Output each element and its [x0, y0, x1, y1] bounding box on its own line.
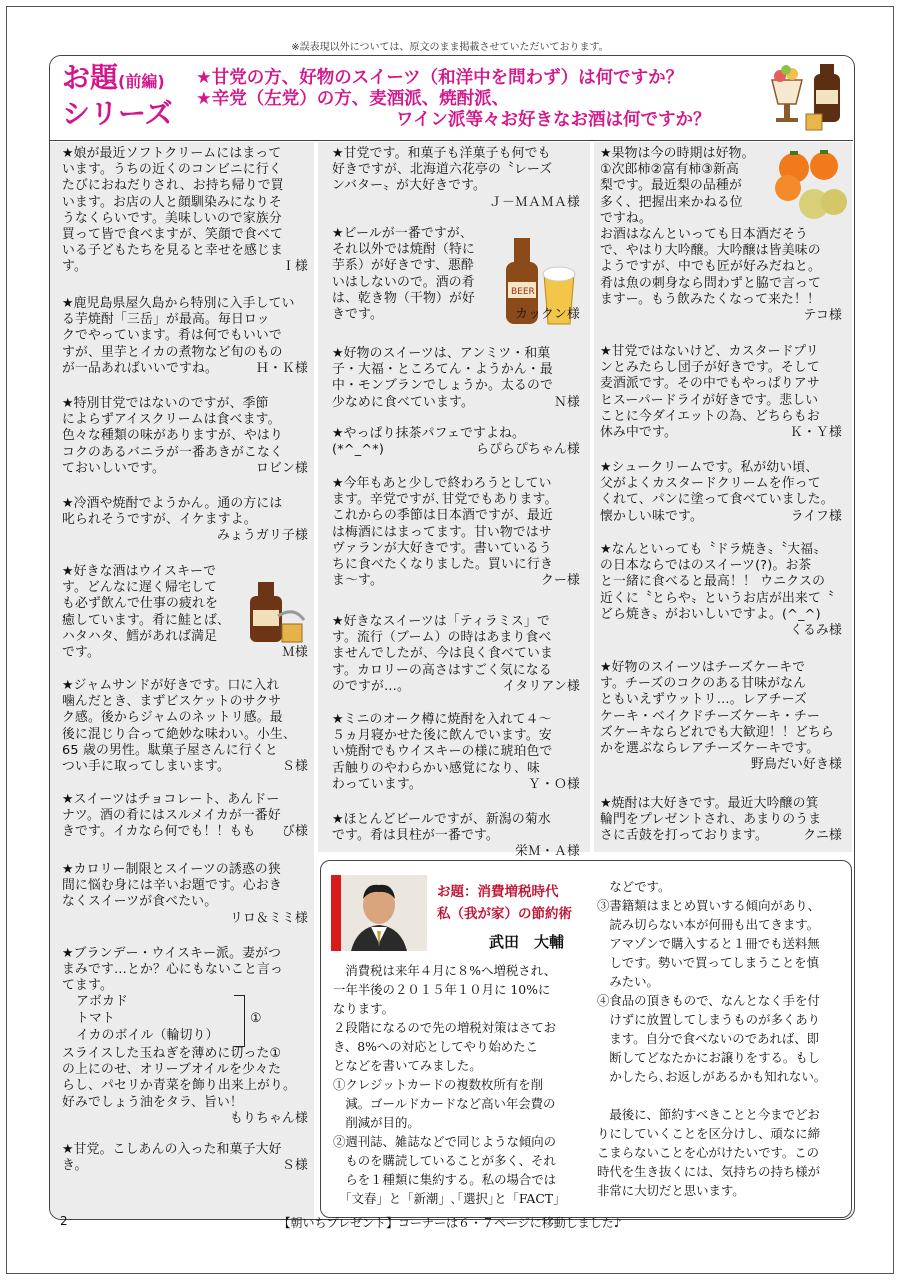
post-line: スライスした玉ねぎを薄めに切った①	[62, 1046, 282, 1061]
post-line: は梅酒にはまってます。甘い物ではサ	[332, 524, 552, 540]
post-line: 子・大福・ところてん・ようかん・最	[332, 362, 553, 378]
post-line: ★カロリー制限とスイーツの誘惑の狭	[62, 862, 281, 877]
post	[600, 460, 850, 525]
interview-line: かしたら､お返しがあるかも知れない。	[597, 1069, 827, 1084]
post-text: きです。イカなら何でも！！もも	[62, 824, 256, 840]
post-last-line	[332, 442, 588, 458]
post-line: 輪門をプレゼントされ、あまりのうま	[600, 812, 822, 828]
post-line: 後に混じり合って絶妙な味わい。小生、	[62, 726, 296, 742]
post-line: ★果物は今の時期は好物。	[600, 146, 755, 161]
post-line: ませんでしたが、今は良く食べていま	[332, 646, 553, 662]
interview-line: 断してどなたかにお譲りをする。もし	[597, 1050, 821, 1065]
post	[332, 226, 588, 323]
post-line: ナツ。酒の肴にはスルメイカが一番好	[62, 808, 281, 824]
post-line: ハタハタ、鱈があれば満足	[62, 628, 218, 644]
snack-item: トマト	[76, 1011, 115, 1026]
post-line: これからの季節は日本酒ですが、最近	[332, 508, 553, 524]
post-signature: び様	[282, 824, 308, 840]
post	[62, 1142, 316, 1174]
post-line: クでやっています。肴は何でもいいで	[62, 328, 282, 344]
post	[332, 346, 588, 411]
post-text: き。	[62, 1158, 88, 1174]
post-last-line	[332, 844, 588, 860]
post-line: の日本ならではのスイーツ(?)。お茶	[600, 558, 812, 574]
post-signature: くるみ様	[790, 623, 842, 639]
question-2: ★辛党（左党）の方、麦酒派、焼酎派、	[196, 89, 510, 109]
post-line: ★甘党。こしあんの入った和菓子大好	[62, 1142, 282, 1157]
post-line: 色々な種類の味がありますが、やはり	[62, 428, 283, 444]
post-last-line	[332, 573, 588, 589]
post-line: ★ブランデー・ウイスキー派。妻がつ	[62, 946, 282, 961]
post-text: わっています。	[332, 776, 422, 792]
post-line: ことに今ダイエットの為、どちらもお	[600, 408, 820, 424]
post-line: 父がよくカスタードクリームを作って	[600, 476, 821, 492]
post	[332, 712, 588, 793]
post-signature: Ｊ－ＭＡＭＡ様	[489, 194, 580, 210]
post-line: いる子どもたちを見ると幸せを感じま	[62, 243, 283, 259]
post-line: ようですが、中でも匠が好みだねと。	[600, 259, 821, 275]
post	[600, 796, 850, 845]
post-line: ★ほとんどビールですが、新潟の菊水	[332, 812, 551, 827]
post-line: うなくらいです。美味しいので家族分	[62, 210, 282, 226]
post	[332, 476, 588, 589]
post-line: 買って皆で食べますが、笑顔で食べて	[62, 227, 283, 243]
post-last-line	[62, 824, 316, 840]
post-line: お酒はなんといっても日本酒だそう	[600, 227, 808, 243]
interview-box	[320, 860, 852, 1218]
post-line: ★シュークリームです。私が幼い頃、	[600, 460, 819, 475]
interview-line: 読み切らない本が何冊も出てきます。	[597, 917, 820, 932]
post-line: ①次郎柿②富有柿③新高	[600, 162, 739, 178]
interview-line: 最後に、節約すべきことと今までどお	[597, 1107, 820, 1122]
post-signature: Ｈ・Ｋ様	[256, 360, 308, 376]
post-last-line	[600, 623, 850, 639]
post-line: ますー。もう飲みたくなって来た！！	[600, 291, 821, 307]
post-line: ★ビールが一番ですが、	[332, 226, 473, 241]
interview-line: 消費税は来年４月に８%へ増税され、	[333, 963, 557, 978]
footer-note: 【朝いちプレゼント】コーナーは６・７ページに移動しました♪	[278, 1216, 622, 1230]
post-line: ★ミニのオーク樽に焼酎を入れて４～	[332, 712, 552, 727]
post-signature: もりちゃん様	[230, 1110, 308, 1126]
post-signature: クニ様	[803, 828, 842, 844]
interview-line: しです。勢いで買ってしまうことを慎	[597, 955, 820, 970]
question-3: ワイン派等々お好きなお酒は何ですか？	[396, 110, 711, 130]
post-line: ともいえずウットリ…。レアチーズ	[600, 692, 808, 708]
interview-line: となどを書いてみました。	[333, 1058, 482, 1073]
post-line: 肴は魚の刺身なら問わずと脇で言って	[600, 275, 821, 291]
parfait-and-liquor-icon	[762, 60, 852, 136]
interview-title-line: お題：消費増税時代	[437, 884, 559, 900]
post-line: ★好物のスイーツはチーズケーキで	[600, 660, 806, 675]
post-text: ておいしいです。	[62, 460, 165, 476]
post	[62, 146, 316, 276]
post	[600, 146, 850, 324]
interview-line: 減。ゴールドカードなど高い年会費の	[333, 1096, 556, 1111]
interview-line: ものを購読していることが多く、それ	[333, 1153, 556, 1168]
post-line: す。どんなに遅く帰宅して	[62, 580, 217, 596]
post-line: ５ヵ月寝かせた後に飲んでいます。安	[332, 728, 552, 744]
snack-mark: ①	[250, 1011, 262, 1026]
snack-list	[76, 993, 219, 1044]
post-signature: 栄Ｍ・Ａ様	[515, 844, 580, 860]
interview-line: ます。自分で食べないのであれば、即	[597, 1031, 820, 1046]
page-number: 2	[60, 1214, 68, 1228]
post-line: す。カロリーの高さはすごく気になる	[332, 662, 552, 678]
post-last-line	[62, 259, 316, 275]
interview-line: 非常に大切だと思います。	[597, 1183, 745, 1198]
post-signature: イタリアン様	[502, 678, 580, 694]
post-last-line	[62, 528, 316, 544]
interview-line: ①クレジットカードの複数枚所有を削	[333, 1077, 543, 1092]
post-line: ンバター〟が大好きです。	[332, 178, 487, 194]
svg-text:BEER: BEER	[511, 287, 535, 297]
post-line: も必ず飲んで仕事の疲れを	[62, 596, 218, 612]
post-line: ★冷酒や焼酎でようかん。通の方には	[62, 496, 283, 511]
post	[62, 296, 316, 377]
post	[600, 344, 850, 441]
post-signature: Ｉ様	[282, 259, 308, 275]
post-line: ます。辛党ですが､甘党でもあります。	[332, 492, 558, 508]
interview-line: 時代を生き抜くには、気持ちの持ち様が	[597, 1164, 821, 1179]
post-line: 噛んだとき、まずビスケットのサクサ	[62, 694, 282, 710]
post-line: で、やはり大吟醸。大吟醸は皆美味の	[600, 243, 821, 259]
interview-line: 一年半後の２０１５年１０月に 10%に	[333, 982, 551, 997]
post-signature: カックン様	[515, 307, 580, 323]
post-line: ★娘が最近ソフトクリームにはまって	[62, 146, 282, 161]
post-last-line	[332, 679, 588, 695]
interview-line: 削減が目的。	[333, 1115, 420, 1130]
post	[62, 678, 316, 775]
post-line: ★なんといっても〝ドラ焼き〟〝大福〟	[600, 542, 827, 557]
post-line: ★好物のスイーツは、アンミツ・和菓	[332, 346, 551, 361]
snack-item: イカのボイル（輪切り）	[76, 1028, 219, 1043]
series-title	[62, 62, 173, 134]
post	[62, 946, 316, 995]
post-line: ケーキ・ベイクドチーズケーキ・チー	[600, 708, 821, 724]
interview-line: りにしていくことを区分けし、頑なに締	[597, 1126, 821, 1141]
post-line: ヴァランが大好きです。書いているう	[332, 540, 552, 556]
post-line: ★好きな酒はウイスキーで	[62, 564, 217, 579]
post-line: 中・モンブランでしょうか。太るので	[332, 378, 553, 394]
interview-line	[597, 1086, 826, 1105]
post-signature: みょうガリ子様	[217, 528, 308, 544]
post-line: 舌触りのやわらかい感覚になり、味	[332, 760, 540, 776]
post-signature: テコ様	[803, 308, 842, 324]
post-line: くれて、パンに塗って食べていました。	[600, 492, 834, 508]
post-line: ★好きなスイーツは「ティラミス」で	[332, 614, 550, 629]
post	[332, 426, 588, 458]
post-last-line	[332, 195, 588, 211]
post-line: の上にのせ、オリーブオイルを少々た	[62, 1062, 282, 1078]
post-line: 65 歳の男性。駄菓子屋さんに行くと	[62, 742, 278, 758]
post-line: どら焼き〟がおいしいですよ。(^_^)	[600, 606, 821, 622]
post-text: ま～す。	[332, 573, 383, 589]
post-last-line	[600, 757, 850, 773]
interview-line: けずに放置してしまうものが多くあり	[597, 1012, 821, 1027]
post-last-line	[62, 645, 316, 661]
post-line: ク感。後からジャムのネットリ感。最	[62, 710, 283, 726]
post-line: 間に悩む身には辛いお題です。心おき	[62, 878, 282, 894]
post-text: 休み中です。	[600, 425, 677, 441]
post-line: す。チーズのコクのある甘味がなん	[600, 676, 807, 692]
interview-line: などです。	[597, 879, 671, 894]
post-line: 麦酒派です。その中でもやっぱりアサ	[600, 376, 820, 392]
interview-body-left	[333, 961, 565, 1208]
post-signature: ライフ様	[790, 508, 842, 524]
post-line: ヒスーパードライが好きです。悲しい	[600, 392, 819, 408]
title-series: シリーズ	[62, 97, 173, 130]
post-line: 叱られそうですが、イケますよ。	[62, 512, 257, 528]
post-line: ★鹿児島県屋久島から特別に入手してい	[62, 296, 295, 311]
post-line: ちに食べたくなりました。買いに行き	[332, 557, 553, 573]
interview-line: ２段階になるので先の増税対策はさてお	[333, 1020, 557, 1035]
post-line: すが、里芋とイカの煮物など旬のもの	[62, 344, 283, 360]
post-text: のですが…。	[332, 678, 410, 694]
post-line: かを選ぶならレアチーズケーキです。	[600, 741, 820, 757]
post-line: によらずアイスクリームは食べます。	[62, 412, 281, 428]
post-line: 好きですが、北海道六花亭の〝レーズ	[332, 162, 553, 178]
post-line: それ以外では焼酎（特に	[332, 242, 475, 258]
post-last-line	[332, 307, 588, 323]
title-sub: (前編)	[118, 72, 165, 91]
post-line: います。うちの近くのコンビニに行く	[62, 162, 282, 178]
portrait-photo	[331, 875, 427, 951]
post-line: なくスイーツが食べたい。	[62, 894, 218, 910]
post-last-line	[62, 911, 316, 927]
interview-line: こまらないことを心がけたいです。この	[597, 1145, 820, 1160]
post-line: い焼酎でもウイスキーの様に琥珀色で	[332, 744, 553, 760]
post-line: ★今年もあと少しで終わろうとしてい	[332, 476, 552, 491]
post-signature: Ｓ様	[282, 1158, 308, 1174]
post-text: す。	[62, 259, 87, 275]
post-text: 懐かしい味です。	[600, 508, 703, 524]
post-last-line	[62, 1158, 316, 1174]
post-line: たびにおねだりされ、お持ち帰りで買	[62, 178, 284, 194]
post-signature: Ｓ様	[282, 759, 308, 775]
post	[600, 660, 850, 773]
interview-line: ②週刊誌、雑誌などで同じような傾向の	[333, 1134, 557, 1149]
post-text: きです。	[332, 307, 383, 323]
post-line: ★焼酎は大好きです。最近大吟醸の箕	[600, 796, 819, 811]
post-line: います。お店の人と顔馴染みになりそ	[62, 194, 282, 210]
post-text: 少なめに食べています。	[332, 394, 474, 410]
interview-line: ④食品の頂きもので、なんとなく手を付	[597, 993, 820, 1008]
post-line: ★スイーツはチョコレート、あんドー	[62, 792, 280, 807]
post-line: 多く、把握出来かねる位	[600, 194, 743, 210]
post-line: てます。	[62, 978, 113, 994]
interview-line: 「文春」と「新潮」､｢選択｣と「FACT」	[333, 1191, 566, 1206]
post-signature: Ｎ様	[554, 394, 580, 410]
post-text: です。	[62, 645, 100, 661]
post	[332, 812, 588, 861]
post-last-line	[600, 828, 850, 844]
topic-board	[49, 55, 855, 1220]
post-last-line	[600, 308, 850, 324]
post-signature: Ｙ・Ｏ様	[528, 776, 580, 792]
post-last-line	[62, 361, 316, 377]
post-line: らし、パセリか青菜を飾り出来上がり。	[62, 1078, 296, 1094]
post-line: す。流行（ブーム）の時はあまり食べ	[332, 630, 552, 646]
post	[62, 564, 316, 661]
title-main: お題	[62, 61, 119, 94]
post-text: さに舌鼓を打っております。	[600, 828, 768, 844]
post-signature: ロビン様	[256, 460, 308, 476]
post-signature: らぴらぴちゃん様	[476, 442, 580, 458]
interview-line: ③書籍類はまとめ買いする傾向があり、	[597, 898, 821, 913]
post-line: コクのあるバニラが一番あきがこなく	[62, 444, 283, 460]
post-line: 好みでしょう油をタラ、旨い！	[62, 1094, 243, 1110]
interview-line: き、8%への対応としてやり始めたこ	[333, 1039, 539, 1054]
post-line: 近くに〝とらや〟というお店が出来て〝	[600, 590, 834, 606]
post-line: ですね。	[600, 210, 652, 226]
post-text: (*^_^*)	[332, 442, 385, 458]
post	[332, 614, 588, 695]
post-line: る芋焼酎「三岳」が最高。毎日ロッ	[62, 312, 270, 328]
post-text: つい手に取ってしまいます。	[62, 759, 230, 775]
interview-line: なります。	[333, 1001, 394, 1016]
disclaimer-note: ※誤表現以外については、原文のまま掲載させていただいております。	[291, 42, 609, 53]
post	[332, 146, 588, 211]
snack-bracket	[234, 995, 245, 1047]
post	[62, 396, 316, 477]
post-signature: Ｋ・Ｙ様	[790, 425, 842, 441]
post-line: は、乾き物（干物）が好	[332, 290, 475, 306]
question-1: ★甘党の方、好物のスイーツ（和洋中を問わず）は何ですか？	[196, 68, 684, 88]
interviewee-name: 武田 大輔	[489, 933, 565, 951]
post-signature: リロ＆ミミ様	[230, 910, 308, 926]
interview-line: らを１種類に集約する。私の場合では	[333, 1172, 557, 1187]
topic-header	[50, 56, 853, 141]
post-last-line	[332, 777, 588, 793]
post-signature: クー様	[541, 573, 580, 589]
interview-title	[437, 881, 572, 925]
post-line: まみです…とか？心にもないこと言っ	[62, 962, 283, 978]
post-line: 梨です。最近梨の品種が	[600, 178, 742, 194]
post-last-line	[332, 395, 588, 411]
post-signature: 野鳥だい好き様	[751, 757, 842, 773]
post-line: ★甘党ではないけど、カスタードプリ	[600, 344, 819, 359]
interview-body-right	[597, 877, 826, 1200]
post	[62, 496, 316, 545]
post-signature: Ｍ様	[282, 645, 308, 661]
post-text: が一品あればいいですね。	[62, 360, 218, 376]
post-line: ズケーキならどれでも大歓迎！！どちら	[600, 724, 834, 740]
post-line: ★やっぱり抹茶パフェですよね。	[332, 426, 525, 441]
post-last-line	[62, 461, 316, 477]
post-line: 芋系）が好きです、悪酔	[332, 258, 474, 274]
post	[62, 792, 316, 841]
post-last-line	[62, 759, 316, 775]
post-last-line	[600, 425, 850, 441]
interview-line: アマゾンで購入すると１冊でも送料無	[597, 936, 820, 951]
post-line: 癒しています。肴に鮭とば、	[62, 612, 230, 628]
post-line: ★ジャムサンドが好きです。口に入れ	[62, 678, 280, 693]
post-last-line	[600, 509, 850, 525]
post	[62, 1046, 316, 1127]
post	[62, 862, 316, 927]
post-line: ★特別甘党ではないのですが、季節	[62, 396, 269, 411]
post-line: です。肴は貝柱が一番です。	[332, 828, 499, 844]
interview-title-line: 私（我が家）の節約術	[437, 906, 572, 922]
post-last-line	[62, 1111, 316, 1127]
post-line: と一緒に食べると最高！！ ウニクスの	[600, 574, 826, 590]
post	[600, 542, 850, 639]
interview-line: みたい。	[597, 974, 659, 989]
post-line: ★甘党です。和菓子も洋菓子も何でも	[332, 146, 551, 161]
post-line: いはしないので。酒の肴	[332, 274, 475, 290]
photo-accent-bar	[331, 875, 341, 951]
snack-item: アボカド	[76, 994, 128, 1009]
post-line: ンとみたらし団子が好きです。そして	[600, 360, 820, 376]
